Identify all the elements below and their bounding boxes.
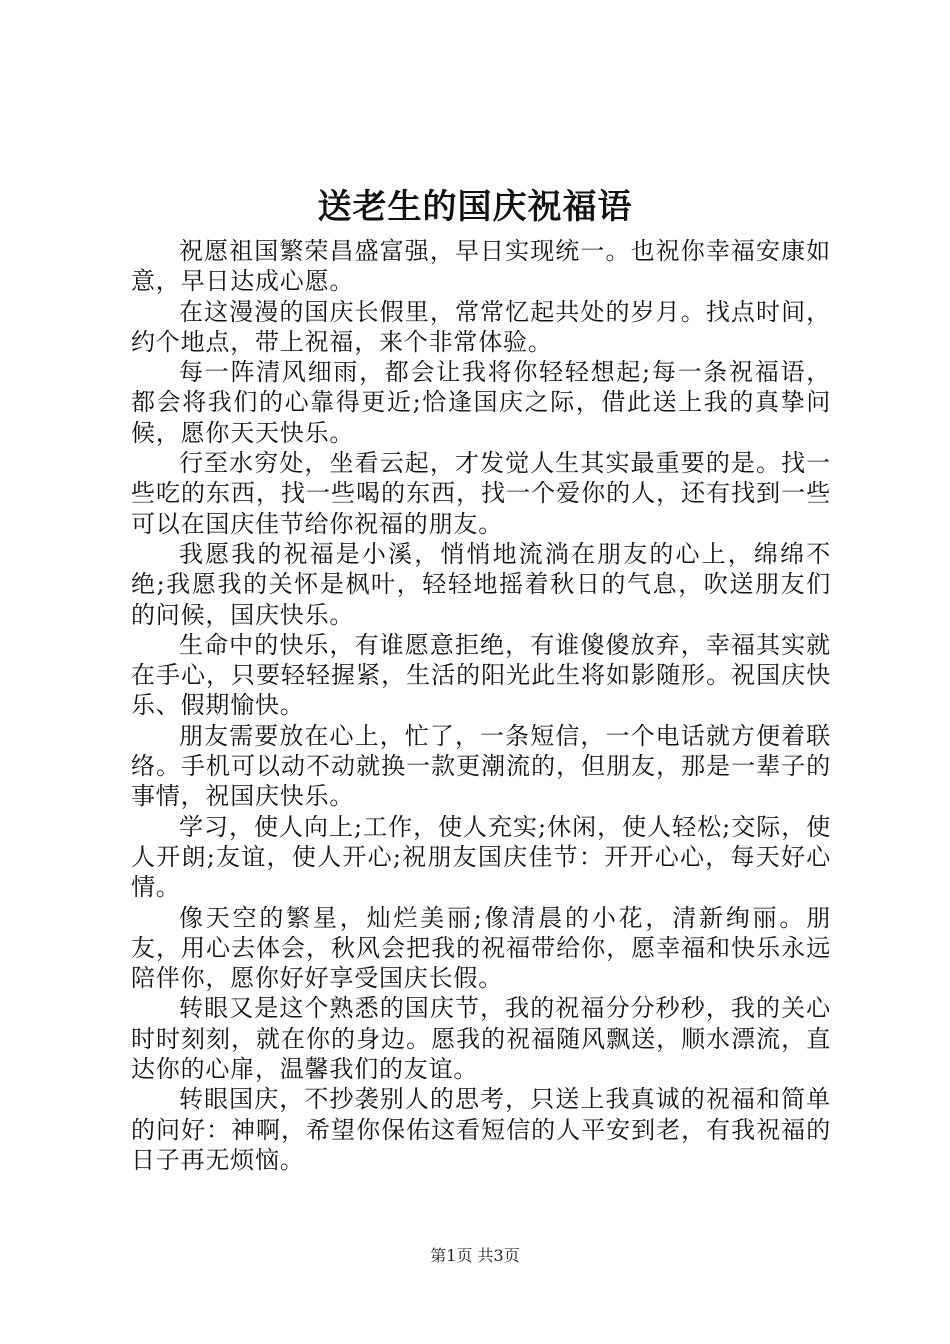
paragraph: 像天空的繁星，灿烂美丽;像清晨的小花，清新绚丽。朋友，用心去体会，秋风会把我的祝福带给你，愿幸福和快乐永远陪伴你，愿你好好享受国庆长假。 [131,903,831,993]
document-body [131,236,831,1175]
document-title: 送老生的国庆祝福语 [317,187,633,227]
paragraph: 祝愿祖国繁荣昌盛富强，早日实现统一。也祝你幸福安康如意，早日达成心愿。 [131,237,831,296]
paragraph: 我愿我的祝福是小溪，悄悄地流淌在朋友的心上，绵绵不绝;我愿我的关怀是枫叶，轻轻地摇着秋日的气息，吹送朋友们的问候，国庆快乐。 [131,539,831,629]
page-footer: 第1页 共3页 [430,1246,520,1265]
paragraph: 行至水穷处，坐看云起，才发觉人生其实最重要的是。找一些吃的东西，找一些喝的东西，找一个爱你的人，还有找到一些可以在国庆佳节给你祝福的朋友。 [131,449,831,538]
paragraph: 学习，使人向上;工作，使人充实;休闲，使人轻松;交际，使人开朗;友谊，使人开心;祝朋友国庆佳节：开开心心，每天好心情。 [131,812,831,902]
paragraph: 朋友需要放在心上，忙了，一条短信，一个电话就方便着联络。手机可以动不动就换一款更潮流的，但朋友，那是一辈子的事情，祝国庆快乐。 [131,721,831,811]
paragraph: 每一阵清风细雨，都会让我将你轻轻想起;每一条祝福语，都会将我们的心靠得更近;恰逢国庆之际，借此送上我的真挚问候，愿你天天快乐。 [131,358,831,447]
paragraph: 转眼国庆，不抄袭别人的思考，只送上我真诚的祝福和简单的问好：神啊，希望你保佑这看短信的人平安到老，有我祝福的日子再无烦恼。 [131,1085,831,1174]
paragraph: 转眼又是这个熟悉的国庆节，我的祝福分分秒秒，我的关心时时刻刻，就在你的身边。愿我的祝福随风飘送，顺水漂流，直达你的心扉，温馨我们的友谊。 [131,994,831,1084]
paragraph: 生命中的快乐，有谁愿意拒绝，有谁傻傻放弃，幸福其实就在手心，只要轻轻握紧，生活的阳光此生将如影随形。祝国庆快乐、假期愉快。 [131,630,831,720]
paragraph: 在这漫漫的国庆长假里，常常忆起共处的岁月。找点时间，约个地点，带上祝福，来个非常体验。 [131,297,831,356]
